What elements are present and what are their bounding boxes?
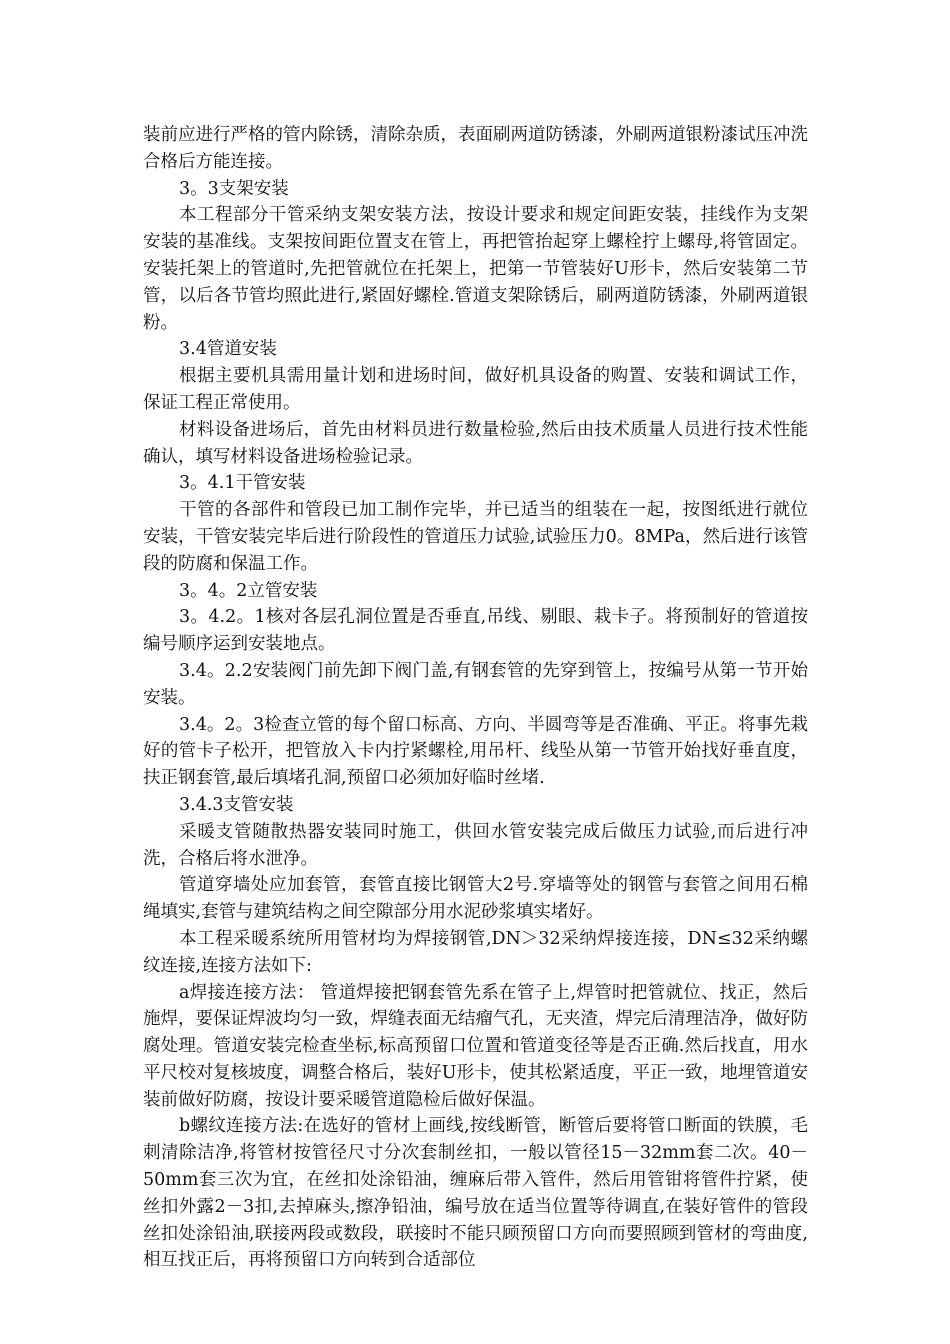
heading-3-3-support-installation: 3。3支架安装 — [179, 178, 289, 199]
heading-3-4-2-riser: 3。4。2立管安装 — [179, 580, 318, 601]
document-body — [143, 122, 808, 1274]
paragraph-support-method: 本工程部分干管采纳支架安装方法，按设计要求和规定间距安装，挂线作为支架安装的基准线。支架按间距位置支在管上，再把管抬起穿上螺栓拧上螺母,将管固定。安装托架上的管道时,先把管就位在托架上，把第一节管装好U形卡，然后安装第二节管，以后各节管均照此进行,紧固好螺栓.管道支架除锈后，刷两道防锈漆，外刷两道银粉。 — [143, 205, 808, 333]
heading-3-4-1-main-pipe: 3。4.1干管安装 — [179, 473, 306, 494]
paragraph-continued-rust-removal: 装前应进行严格的管内除锈，清除杂质，表面刷两道防锈漆，外刷两道银粉漆试压冲洗合格后方能连接。 — [143, 125, 808, 172]
paragraph-material-inspection: 材料设备进场后，首先由材料员进行数量检验,然后由技术质量人员进行技术性能确认，填写材料设备进场检验记录。 — [143, 419, 808, 467]
paragraph-riser-step-3: 3.4。2。3检查立管的每个留口标高、方向、半圆弯等是否准确、平正。将事先栽好的管卡子松开，把管放入卡内拧紧螺栓,用吊杆、线坠从第一节管开始找好垂直度，扶正钢套管,最后填堵孔洞,预留口必须加好临时丝堵. — [143, 714, 808, 789]
paragraph-wall-sleeve: 管道穿墙处应加套管，套管直接比钢管大2号.穿墙等处的钢管与套管之间用石棉绳填实,套管与建筑结构之间空隙部分用水泥砂浆填实堵好。 — [143, 875, 808, 923]
paragraph-welding-method: a焊接连接方法： 管道焊接把钢套管先系在管子上,焊管时把管就位、找正，然后施焊，要保证焊波均匀一致，焊缝表面无结瘤气孔，无夹渣，焊完后清理洁净，做好防腐处理。管道安装完检查坐标,标高预留口位置和管道变径等是否正确.然后找直，用水平尺校对复核坡度，调整合格后，装好U形卡，使其松紧适度，平正一致，地埋管道安装前做好防腐，按设计要采暖管道隐检后做好保温。 — [143, 982, 808, 1110]
paragraph-branch-pipe-radiator: 采暖支管随散热器安装同时施工，供回水管安装完成后做压力试验,而后进行冲洗，合格后将水泄净。 — [143, 821, 808, 869]
paragraph-threaded-method: b螺纹连接方法:在选好的管材上画线,按线断管，断管后要将管口断面的铁膜，毛刺清除洁净,将管材按管径尺寸分次套制丝扣，一般以管径15－32mm套二次。40－50mm套三次为宜，在丝扣处涂铅油，缠麻后带入管件，然后用管钳将管件拧紧，使丝扣外露2－3扣,去掉麻头,擦净铅油，编号放在适当位置等待调直,在装好管件的管段丝扣处涂铅油,联接两段或数段，联接时不能只顾预留口方向而要照顾到管材的弯曲度,相互找正后，再将预留口方向转到合适部位 — [143, 1116, 808, 1271]
paragraph-equipment-plan: 根据主要机具需用量计划和进场时间，做好机具设备的购置、安装和调试工作，保证工程正常使用。 — [143, 366, 808, 413]
heading-3-4-3-branch-pipe: 3.4.3支管安装 — [179, 794, 294, 815]
heading-3-4-pipe-installation: 3.4管道安装 — [179, 339, 277, 360]
paragraph-connection-types: 本工程采暖系统所用管材均为焊接钢管,DN＞32采纳焊接连接，DN≤32采纳螺纹连接,连接方法如下: — [143, 928, 808, 976]
paragraph-riser-step-2: 3.4。2.2安装阀门前先卸下阀门盖,有钢套管的先穿到管上，按编号从第一节开始安装。 — [143, 660, 808, 708]
paragraph-main-pipe-installation: 干管的各部件和管段已加工制作完毕，并已适当的组装在一起，按图纸进行就位安装，干管安装完毕后进行阶段性的管道压力试验,试验压力0。8MPa，然后进行该管段的防腐和保温工作。 — [143, 500, 808, 574]
paragraph-riser-step-1: 3。4.2。1核对各层孔洞位置是否垂直,吊线、剔眼、栽卡子。将预制好的管道按编号顺序运到安装地点。 — [143, 607, 808, 655]
